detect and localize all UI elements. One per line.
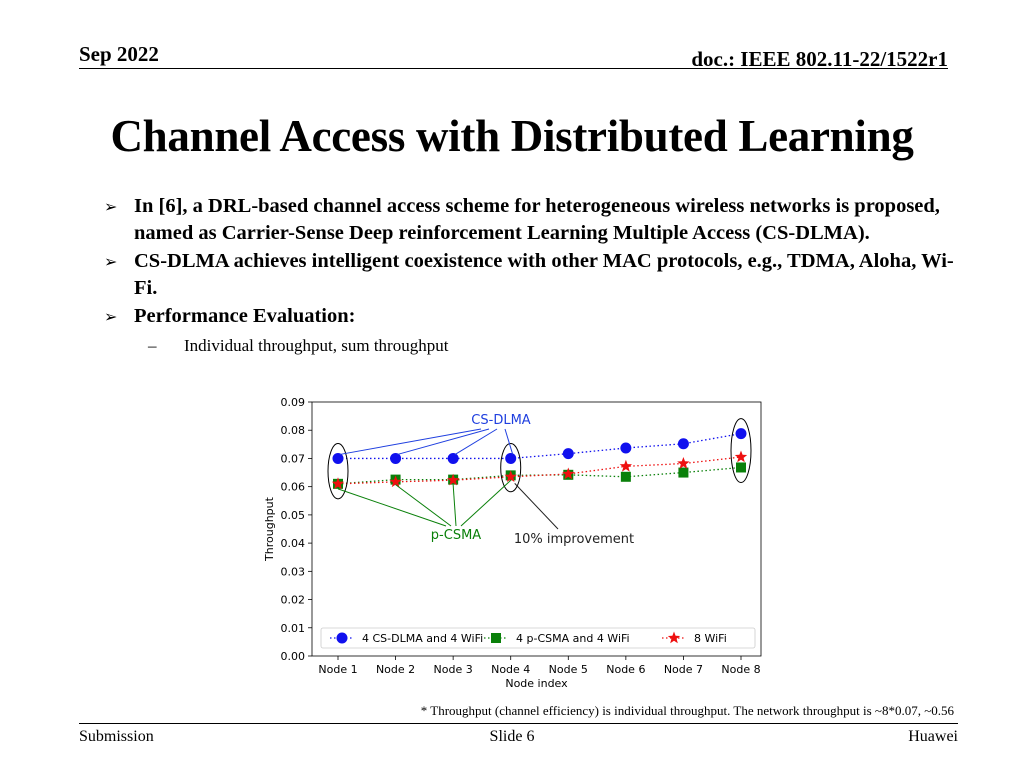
y-tick-label: 0.09 [280, 396, 305, 409]
header-divider [79, 68, 948, 69]
y-tick-label: 0.01 [280, 621, 305, 635]
data-point [505, 453, 516, 464]
bullet-text: In [6], a DRL-based channel access scheme for heterogeneous wireless networks is proposed, named as Carrier-Sense Deep reinforcement Learning Multiple Access (CS-DLMA). [134, 195, 940, 244]
bullet-item [104, 303, 954, 330]
y-tick-label: 0.00 [280, 650, 305, 663]
data-point [620, 460, 632, 472]
legend-label: 8 WiFi [694, 632, 727, 645]
cs-dlma-arrow [505, 429, 513, 454]
y-tick-label: 0.02 [280, 593, 305, 607]
footer-submission: Submission [79, 728, 154, 745]
slide-title: Channel Access with Distributed Learning [110, 111, 914, 161]
data-point [448, 453, 459, 464]
x-tick-label: Node 8 [721, 663, 761, 676]
x-tick-label: Node 4 [491, 663, 531, 676]
dash-bullet-icon: – [148, 336, 157, 355]
highlight-ellipse [328, 443, 348, 498]
sub-bullet-item [104, 334, 954, 358]
y-tick-label: 0.03 [280, 565, 305, 579]
x-tick-label: Node 3 [433, 663, 473, 676]
throughput-chart [258, 392, 768, 692]
arrow-bullet-icon: ➢ [104, 197, 118, 216]
p-csma-arrow [396, 485, 451, 526]
footer-company: Huawei [908, 728, 958, 745]
data-point [678, 468, 688, 478]
highlight-ellipse [501, 443, 521, 491]
x-tick-label: Node 1 [318, 663, 358, 676]
y-axis-label: Throughput [263, 497, 276, 561]
x-axis-label: Node index [505, 677, 568, 690]
data-point [736, 428, 747, 439]
arrow-bullet-icon: ➢ [104, 307, 118, 326]
p-csma-annotation: p-CSMA [430, 528, 482, 543]
legend-marker [491, 633, 501, 643]
arrow-bullet-icon: ➢ [104, 252, 118, 271]
plot-frame [312, 402, 761, 656]
p-csma-arrow [461, 480, 511, 526]
p-csma-arrow [338, 489, 446, 526]
data-point [677, 457, 689, 469]
footnote: * Throughput (channel efficiency) is individual throughput. The network throughput is ~8*0.07, ~0.56 [420, 703, 954, 718]
header-date: Sep 2022 [79, 42, 159, 66]
sub-bullet-text: Individual throughput, sum throughput [184, 336, 449, 355]
bullet-text: Performance Evaluation: [134, 305, 356, 327]
legend-marker [337, 633, 348, 644]
improvement-arrow [515, 483, 558, 529]
y-tick-label: 0.07 [280, 452, 305, 466]
footer-divider [79, 723, 958, 724]
improvement-annotation: 10% improvement [513, 532, 635, 547]
data-point [390, 453, 401, 464]
y-tick-label: 0.08 [280, 424, 305, 438]
data-point [735, 451, 747, 463]
y-tick-label: 0.06 [280, 480, 305, 494]
bullet-item [104, 248, 954, 302]
bullet-item [104, 193, 954, 247]
p-csma-arrow [453, 485, 456, 526]
x-tick-label: Node 5 [548, 663, 588, 676]
y-tick-label: 0.04 [280, 537, 305, 551]
legend-label: 4 p-CSMA and 4 WiFi [516, 632, 630, 645]
data-point [678, 438, 689, 449]
data-point [563, 448, 574, 459]
data-point [736, 462, 746, 472]
data-point [620, 443, 631, 454]
x-tick-label: Node 6 [606, 663, 646, 676]
bullet-list [104, 193, 954, 358]
legend-label: 4 CS-DLMA and 4 WiFi [362, 632, 484, 645]
bullet-text: CS-DLMA achieves intelligent coexistence with other MAC protocols, e.g., TDMA, Aloha, Wi-Fi. [134, 250, 954, 299]
footer-slide-number: Slide 6 [489, 728, 535, 745]
x-tick-label: Node 2 [375, 663, 416, 676]
header-doc-id: doc.: IEEE 802.11-22/1522r1 [691, 47, 948, 71]
data-point [621, 472, 631, 482]
x-tick-label: Node 7 [663, 663, 704, 676]
cs-dlma-annotation: CS-DLMA [471, 413, 531, 428]
y-tick-label: 0.05 [280, 508, 305, 522]
